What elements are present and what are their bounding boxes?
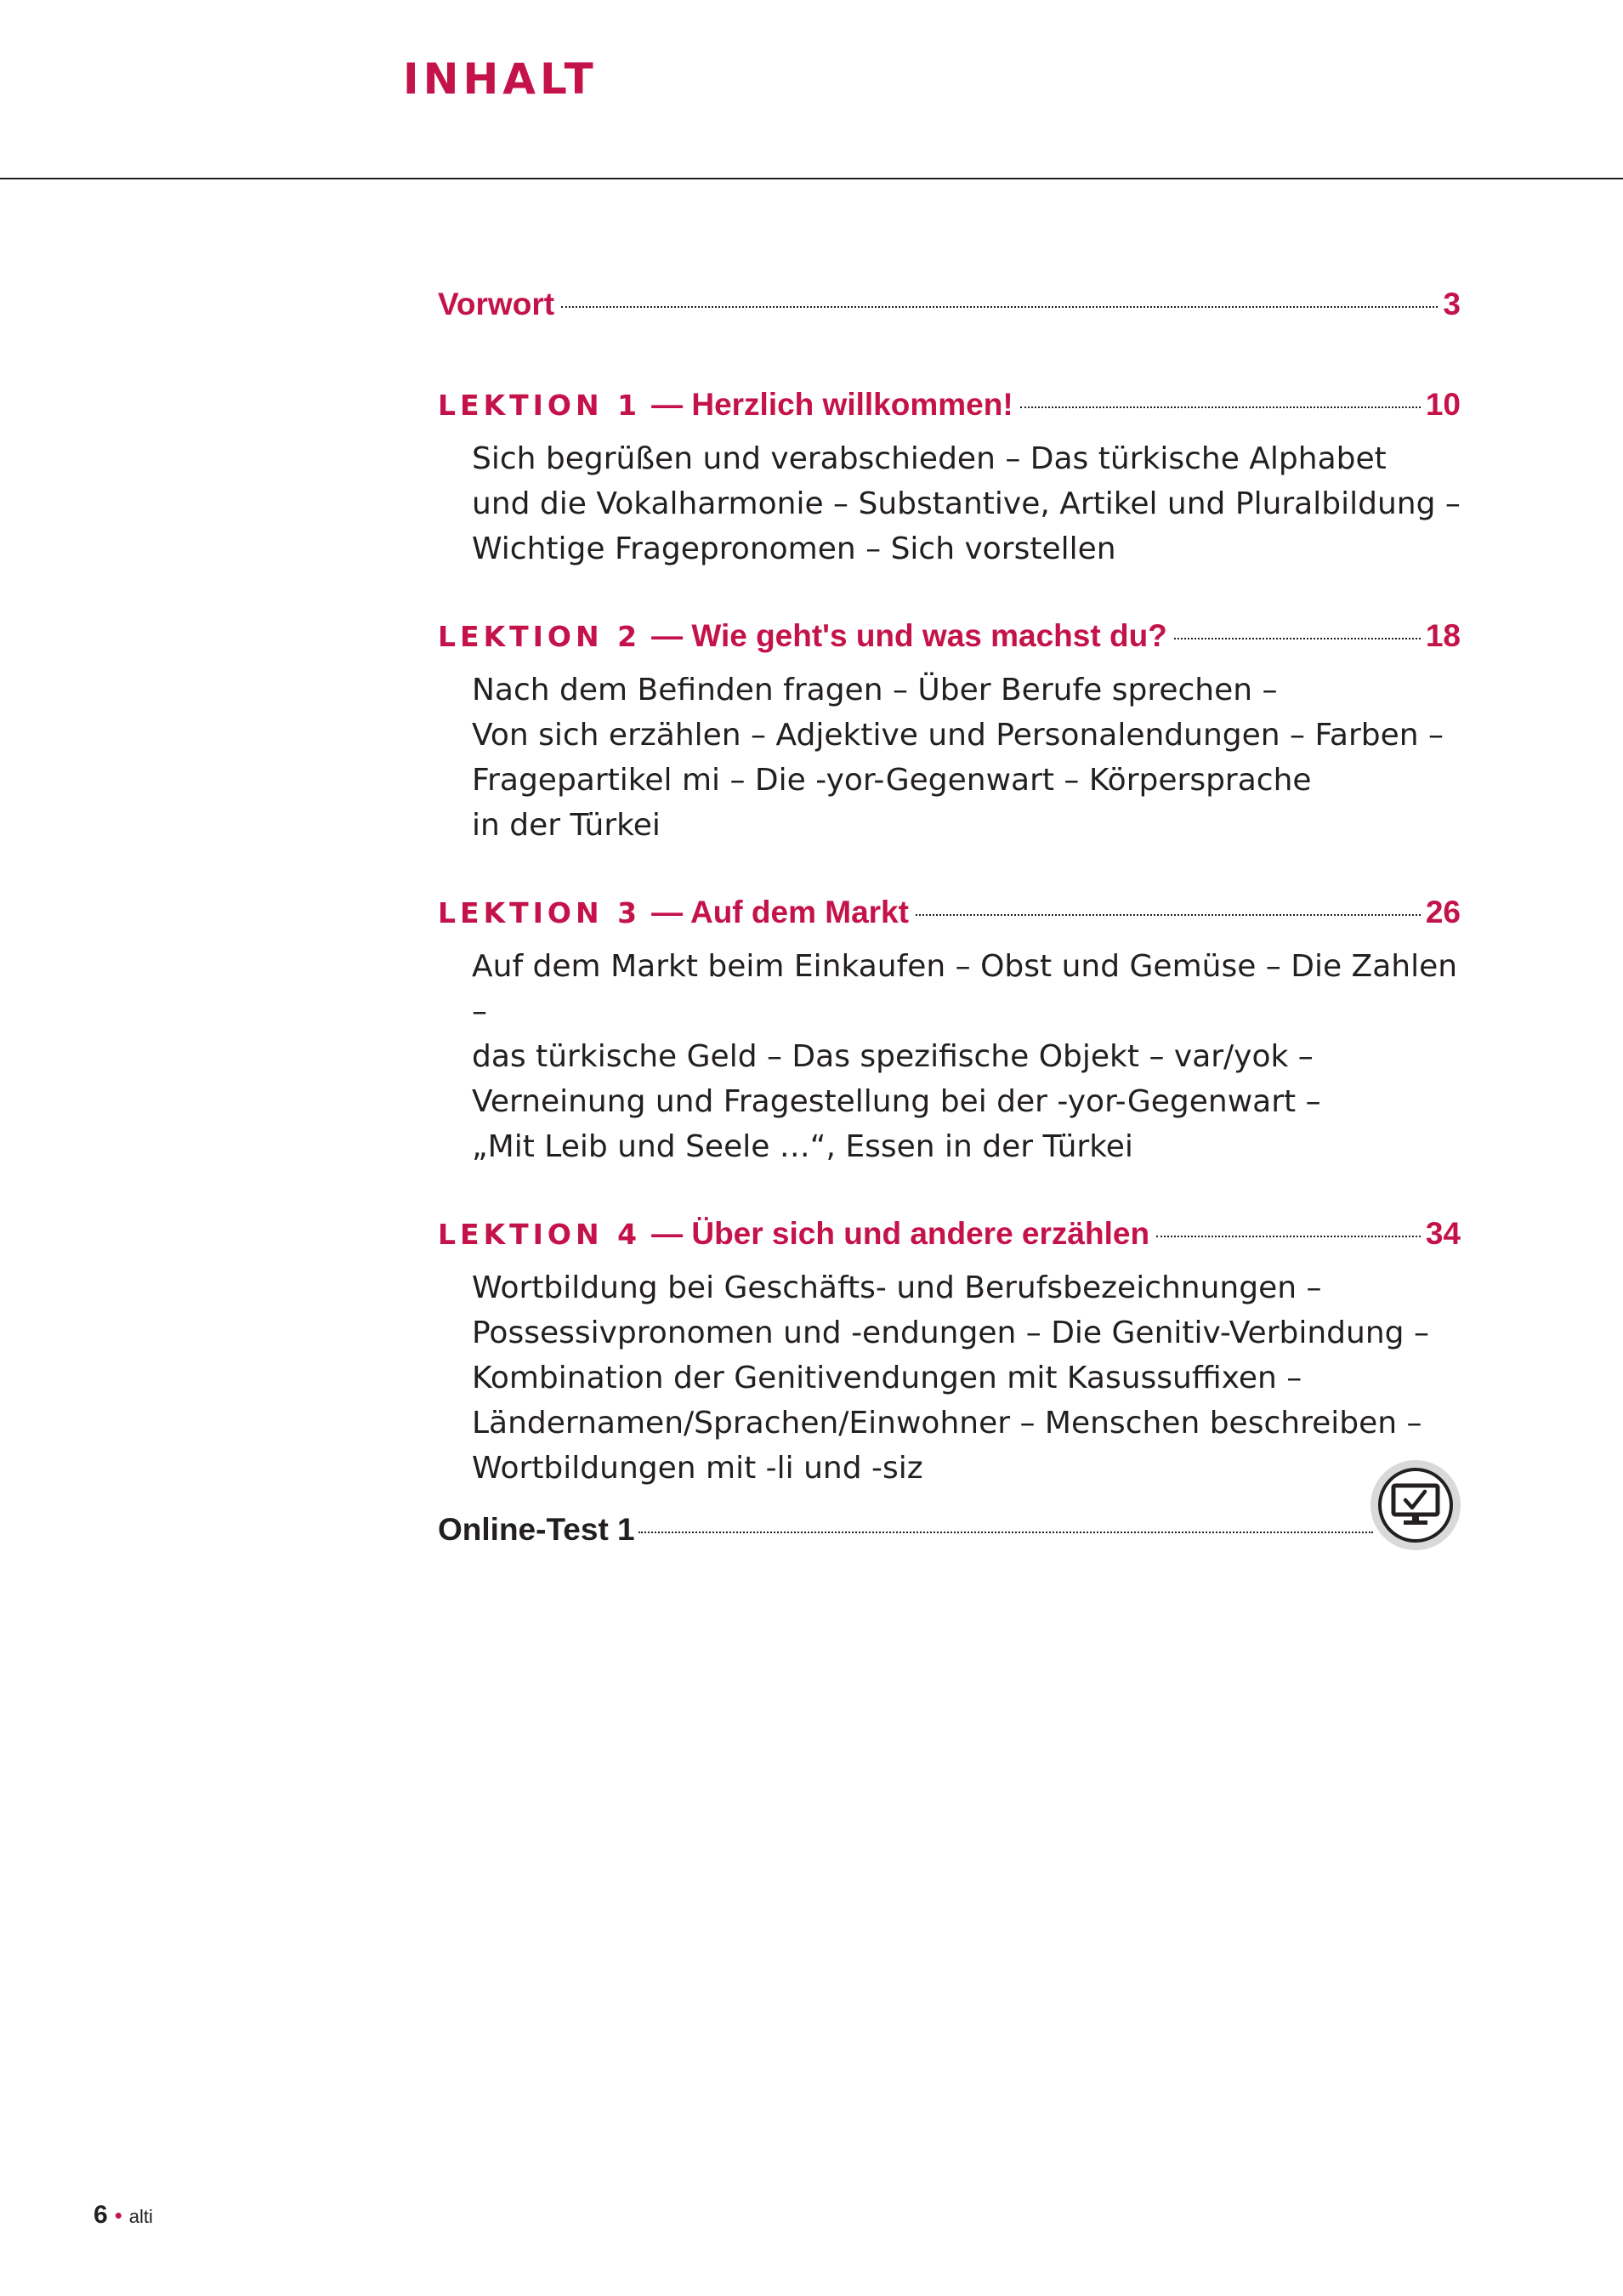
- lesson-description: Nach dem Befinden fragen – Über Berufe sprechen – Von sich erzählen – Adjektive und Personalendungen – Farben – Fragepartikel mi – Die -yor-Gegenwart – Körpersprache in der Türkei: [472, 673, 1444, 843]
- page-number-word: alti: [128, 2206, 153, 2227]
- monitor-icon: [1391, 1483, 1440, 1527]
- dot-leader: [638, 1532, 1373, 1533]
- lesson-page: 34: [1425, 1216, 1461, 1251]
- toc-page-vorwort: 3: [1443, 287, 1461, 321]
- lesson-number: LEKTION 2: [438, 620, 642, 653]
- toc-row-lektion-4[interactable]: [438, 1212, 1461, 1257]
- dot-leader: [1020, 406, 1421, 408]
- toc-entry-lektion-2: [438, 614, 1461, 848]
- lesson-page: 26: [1425, 895, 1461, 929]
- dot-leader: [916, 914, 1421, 916]
- toc-row-lektion-2[interactable]: [438, 614, 1461, 659]
- lesson-description: Auf dem Markt beim Einkaufen – Obst und Gemüse – Die Zahlen – das türkische Geld – Das spezifische Objekt – var/yok – Verneinung und Fragestellung bei der -yor-Gegenwart – „Mit Leib und Seele …“, Essen in der Türkei: [472, 949, 1458, 1164]
- page-footer: [94, 2201, 153, 2230]
- lesson-page: 10: [1425, 387, 1461, 422]
- dot-leader: [561, 306, 1438, 308]
- lesson-description: Wortbildung bei Geschäfts- und Berufsbezeichnungen – Possessivpronomen und -endungen – Die Genitiv-Verbindung – Kombination der Genitivendungen mit Kasussuffixen – Ländernamen/Sprachen/Einwohner – Menschen beschreiben – Wortbildungen mit -li und -siz: [472, 1270, 1429, 1486]
- toc-label-vorwort: Vorwort: [438, 287, 555, 321]
- lesson-page: 18: [1425, 618, 1461, 653]
- lesson-number: LEKTION 4: [438, 1218, 642, 1251]
- lesson-description: Sich begrüßen und verabschieden – Das türkische Alphabet und die Vokalharmonie – Substantive, Artikel und Pluralbildung – Wichtige Fragepronomen – Sich vorstellen: [472, 441, 1461, 566]
- toc-row-vorwort[interactable]: [438, 282, 1461, 327]
- toc-row-online-test[interactable]: [438, 1508, 1373, 1552]
- toc-row-lektion-3[interactable]: [438, 890, 1461, 935]
- toc-entry-lektion-4: [438, 1212, 1461, 1491]
- toc-row-lektion-1[interactable]: [438, 383, 1461, 428]
- toc-entry-vorwort: [438, 282, 1461, 327]
- lesson-title: — Herzlich willkommen!: [651, 387, 1013, 422]
- monitor-check-icon[interactable]: [1370, 1460, 1461, 1550]
- table-of-contents: [438, 282, 1461, 1552]
- page-title: INHALT: [403, 54, 598, 104]
- bullet-icon: •: [114, 2202, 122, 2228]
- lesson-number: LEKTION 1: [438, 389, 642, 422]
- toc-entry-lektion-3: [438, 890, 1461, 1169]
- toc-entry-lektion-1: [438, 383, 1461, 571]
- lesson-number: LEKTION 3: [438, 896, 642, 929]
- lesson-title: — Über sich und andere erzählen: [651, 1216, 1150, 1251]
- lesson-title: — Wie geht's und was machst du?: [651, 618, 1167, 653]
- dot-leader: [1156, 1236, 1421, 1237]
- online-test-label: Online-Test 1: [438, 1512, 635, 1547]
- header-divider: [0, 178, 1623, 179]
- lesson-title: — Auf dem Markt: [651, 895, 909, 929]
- dot-leader: [1174, 638, 1421, 639]
- page-number: 6: [94, 2201, 108, 2229]
